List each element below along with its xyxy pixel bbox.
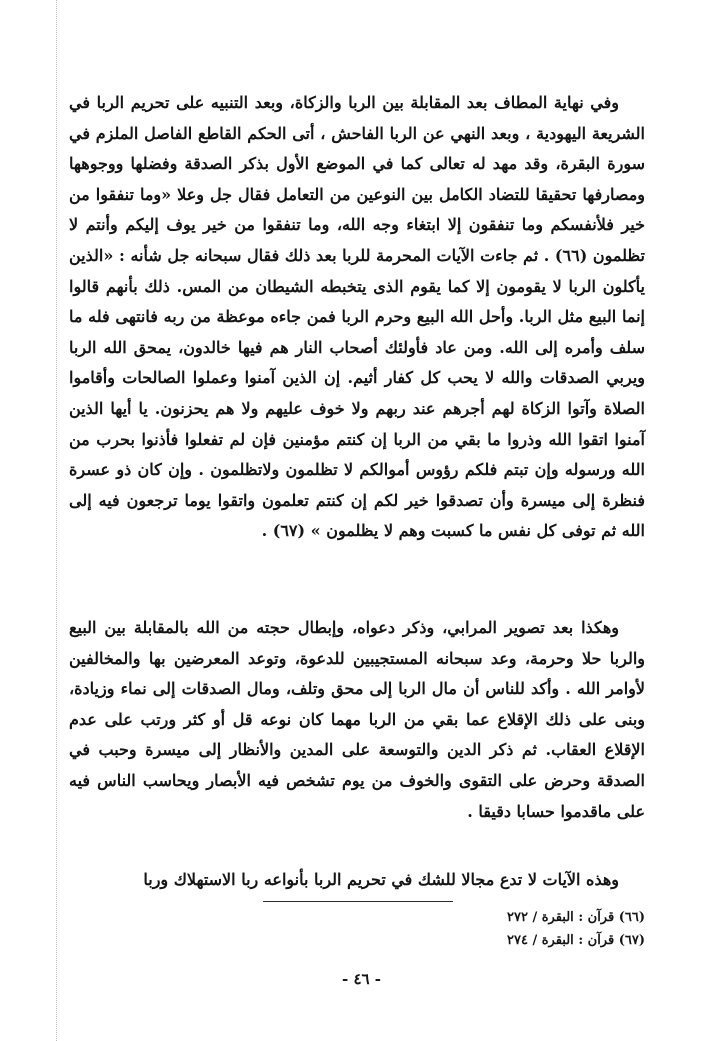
paragraph-text: وهكذا بعد تصوير المرابي، وذكر دعواه، وإبطال حجته من الله بالمقابلة بين البيع والربا حلا وحرمة، وعد سبحانه المستجيبين للدعوة، وتوعد المعرضين بها والمخالفين لأوامر الله . وأكد للناس أن مال الربا إلى محق وتلف، ومال الصدقات إلى نماء وزيادة، وبنى على ذلك الإقلاع عما بقي من الربا مهما كان نوعه قل أو كثر ورتب على عدم الإقلاع العقاب. ثم ذكر الدين والتوسعة على المدين والأنظار إلى ميسرة وحبب في الصدقة وحرض على التقوى والخوف من يوم تشخص فيه الأبصار ويحاسب الناس فيه على ماقدموا حسابا دقيقا . <box>69 618 645 821</box>
paragraph-riba-verses <box>69 88 645 547</box>
footnotes <box>69 906 645 952</box>
paragraph-summary <box>69 613 645 827</box>
footnote-separator <box>263 901 453 902</box>
footnote-67: (٦٧) قرآن : البقرة / ٢٧٤ <box>506 933 645 948</box>
paragraph-text: وفي نهاية المطاف بعد المقابلة بين الربا والزكاة، وبعد التنبيه على تحريم الربا في الشريعة اليهودية ، وبعد النهي عن الربا الفاحش ، أتى الحكم القاطع الفاصل الملزم في سورة البقرة، وقد مهد له تعالى كما في الموضع الأول بذكر الصدقة وفضلها ووجوهها ومصارفها تحقيقا للتضاد الكامل بين النوعين من التعامل فقال جل وعلا «وما تنفقوا من خير فلأنفسكم وما تنفقون إلا ابتغاء وجه الله، وما تنفقوا من خير يوف إليكم وأنتم لا تظلمون (٦٦) . ثم جاءت الآيات المحرمة للربا بعد ذلك فقال سبحانه جل شأنه : «الذين يأكلون الربا لا يقومون إلا كما يقوم الذى يتخبطه الشيطان من المس. ذلك بأنهم قالوا إنما البيع مثل الربا. وأحل الله البيع وحرم الربا فمن جاءه موعظة من ربه فانتهى فله ما سلف وأمره إلى الله. ومن عاد فأولئك أصحاب النار هم فيها خالدون، يمحق الله الربا ويربي الصدقات والله لا يحب كل كفار أثيم. إن الذين آمنوا وعملوا الصالحات وأقاموا الصلاة وآتوا الزكاة لهم أجرهم عند ربهم ولا خوف عليهم ولا هم يحزنون. يا أيها الذين آمنوا اتقوا الله وذروا ما بقي من الربا إن كنتم مؤمنين فإن لم تفعلوا فأذنوا بحرب من الله ورسوله وإن تبتم فلكم رؤوس أموالكم لا تظلمون ولاتظلمون . وإن كان ذو عسرة فنظرة إلى ميسرة وأن تصدقوا خير لكم إن كنتم تعلمون واتقوا يوما ترجعون فيه إلى الله ثم توفى كل نفس ما كسبت وهم لا يظلمون » (٦٧) . <box>69 93 645 541</box>
page-edge-divider <box>56 0 57 1041</box>
page-number: - ٤٦ - <box>341 970 382 988</box>
paragraph-text: وهذه الآيات لا تدع مجالا للشك في تحريم الربا بأنواعه ربا الاستهلاك وربا <box>143 870 619 889</box>
paragraph-continuation <box>69 865 645 896</box>
footnote-66: (٦٦) قرآن : البقرة / ٢٧٢ <box>506 910 645 925</box>
